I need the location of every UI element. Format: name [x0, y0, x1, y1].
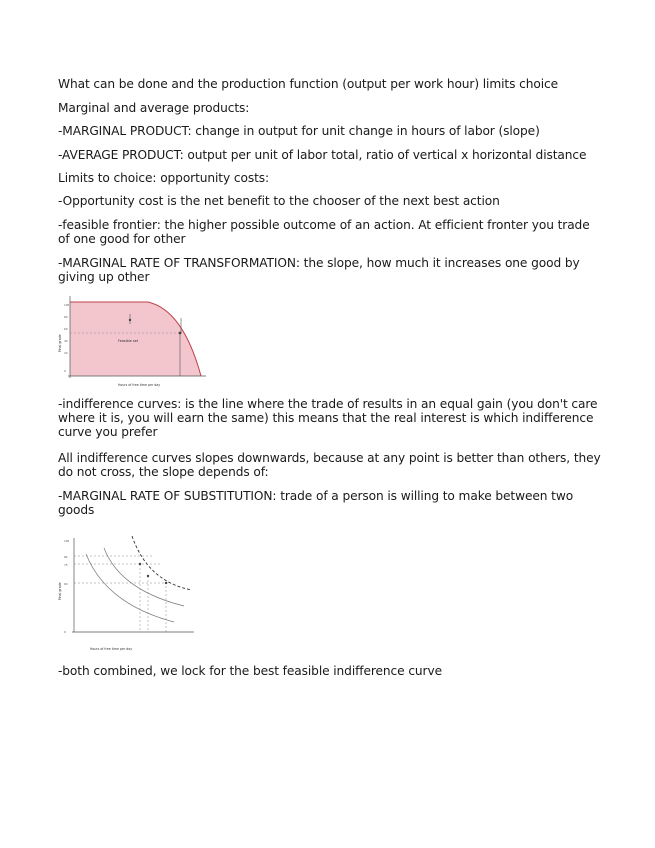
- svg-text:60: 60: [64, 327, 68, 331]
- paragraph-mrs: -MARGINAL RATE OF SUBSTITUTION: trade of a person is willing to make between two goods: [58, 489, 574, 517]
- svg-text:0: 0: [64, 630, 66, 634]
- paragraph-indifference-curves: -indifference curves: is the line where the trade of results in an equal gain (you don't care where it is, you will earn the same) this means that the real interest is which indifference curve you prefer: [58, 397, 598, 439]
- svg-text:84: 84: [64, 555, 68, 559]
- indifference-curves-figure: [56, 534, 200, 654]
- paragraph-production-function: What can be done and the production function (output per work hour) limits choice: [58, 77, 558, 91]
- x-axis-label: Hours of free time per day: [118, 383, 161, 387]
- feasible-set-label: Feasible set: [118, 339, 139, 343]
- paragraph-average-product: -AVERAGE PRODUCT: output per unit of labor total, ratio of vertical x horizontal distance: [58, 148, 587, 162]
- feasible-frontier-figure: [58, 292, 210, 388]
- indifference-curve-mid: [104, 548, 184, 606]
- svg-text:20: 20: [64, 351, 68, 355]
- y-axis-label: Final grade: [58, 582, 62, 600]
- indifference-curve-high: [132, 536, 192, 590]
- x-axis-label: Hours of free time per day: [90, 647, 133, 651]
- paragraph-opportunity-cost: -Opportunity cost is the net benefit to the chooser of the next best action: [58, 194, 500, 208]
- paragraph-marginal-average-heading: Marginal and average products:: [58, 101, 250, 115]
- paragraph-limits-heading: Limits to choice: opportunity costs:: [58, 171, 270, 185]
- svg-text:60: 60: [64, 582, 68, 586]
- svg-text:80: 80: [64, 315, 68, 319]
- svg-text:100: 100: [64, 539, 70, 543]
- svg-text:100: 100: [64, 303, 70, 307]
- paragraph-feasible-frontier: -feasible frontier: the higher possible outcome of an action. At efficient fronter you trade of one good for other: [58, 218, 590, 246]
- paragraph-combined: -both combined, we lock for the best feasible indifference curve: [58, 664, 442, 678]
- svg-text:40: 40: [64, 339, 68, 343]
- y-axis-label: Final grade: [58, 334, 62, 352]
- paragraph-marginal-product: -MARGINAL PRODUCT: change in output for unit change in hours of labor (slope): [58, 124, 540, 138]
- svg-text:75: 75: [64, 563, 68, 567]
- paragraph-downward-slope: All indifference curves slopes downwards, because at any point is better than others, they do not cross, the slope depends of:: [58, 451, 601, 479]
- svg-text:0: 0: [64, 369, 66, 373]
- paragraph-mrt: -MARGINAL RATE OF TRANSFORMATION: the slope, how much it increases one good by giving up other: [58, 256, 580, 284]
